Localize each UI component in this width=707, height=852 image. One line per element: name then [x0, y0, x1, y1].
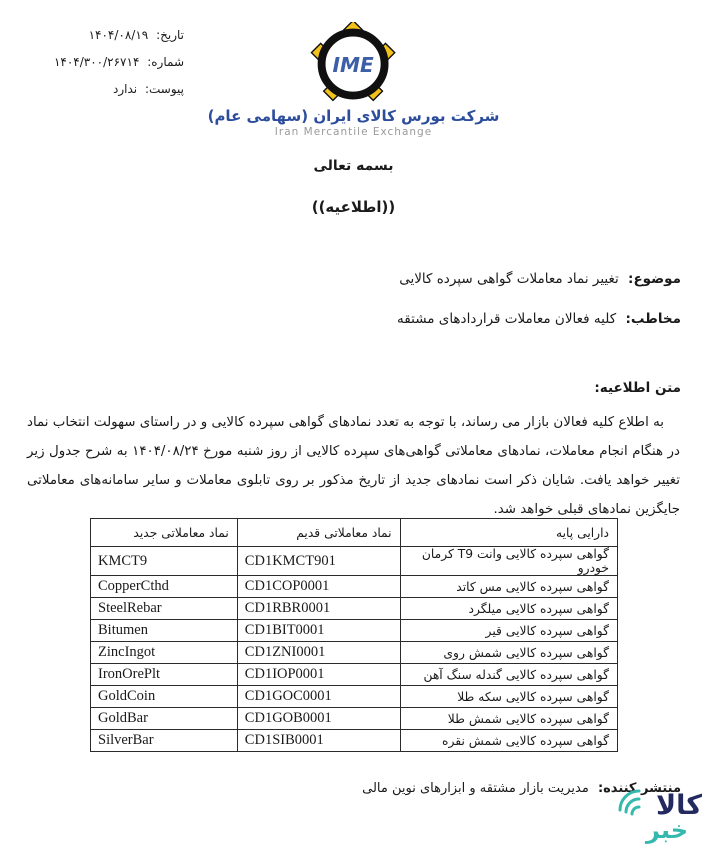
table-row — [91, 664, 618, 686]
ime-emblem-icon — [310, 22, 398, 106]
body-section-title: متن اطلاعیه: — [594, 380, 681, 396]
table-header-row — [91, 519, 618, 547]
table-row — [91, 642, 618, 664]
number-label: شماره: — [147, 55, 184, 69]
new-symbol-cell: GoldCoin — [91, 686, 238, 708]
new-symbol-cell: ZincIngot — [91, 642, 238, 664]
watermark-text-khabar: خبر — [645, 816, 688, 844]
kalakhabar-watermark — [600, 786, 704, 850]
table-row — [91, 686, 618, 708]
attachment-value: ندارد — [113, 82, 138, 96]
new-symbol-cell: KMCT9 — [91, 547, 238, 576]
number-value: ۱۴۰۴/۳۰۰/۲۶۷۱۴ — [53, 55, 140, 69]
base-asset-cell: گواهی سپرده کالایی قیر — [400, 620, 617, 642]
date-line — [22, 28, 184, 42]
base-asset-cell: گواهی سپرده کالایی وانت T9 کرمان خودرو — [400, 547, 617, 576]
audience-label: مخاطب: — [625, 311, 681, 327]
header-new-symbol: نماد معاملاتی جدید — [91, 519, 238, 547]
base-asset-cell: گواهی سپرده کالایی شمش روی — [400, 642, 617, 664]
announcement-heading: ((اطلاعیه)) — [311, 198, 396, 216]
old-symbol-cell: CD1KMCT901 — [237, 547, 400, 576]
audience-line — [397, 311, 681, 327]
date-label: تاریخ: — [156, 28, 184, 42]
table-row — [91, 598, 618, 620]
base-asset-cell: گواهی سپرده کالایی مس کاتد — [400, 576, 617, 598]
base-asset-cell: گواهی سپرده کالایی سکه طلا — [400, 686, 617, 708]
table-row — [91, 708, 618, 730]
subject-label: موضوع: — [628, 271, 681, 287]
old-symbol-cell: CD1GOC0001 — [237, 686, 400, 708]
old-symbol-cell: CD1ZNI0001 — [237, 642, 400, 664]
publisher-value: مدیریت بازار مشتقه و ابزارهای نوین مالی — [362, 781, 589, 796]
new-symbol-cell: SilverBar — [91, 730, 238, 752]
date-value: ۱۴۰۴/۰۸/۱۹ — [88, 28, 149, 42]
table-row — [91, 547, 618, 576]
new-symbol-cell: IronOrePlt — [91, 664, 238, 686]
old-symbol-cell: CD1COP0001 — [237, 576, 400, 598]
body-paragraph: به اطلاع کلیه فعالان بازار می رساند، با توجه به تعدد نمادهای گواهی سپرده کالایی و در راستای سهولت انتخاب نماد در هنگام انجام معاملات، نمادهای معاملاتی گواهی‌های سپرده کالایی از روز شنبه مورخ ۱۴۰۴/۰۸/۲۴ به شرح جدول زیر تغییر خواهد یافت. شایان ذکر است نمادهای جدید از تاریخ مذکور بر روی تابلوی معاملات و سایر سامانه‌های معاملاتی جایگزین نمادهای قبلی خواهد شد. — [27, 415, 680, 517]
ime-logo — [208, 22, 500, 138]
old-symbol-cell: CD1GOB0001 — [237, 708, 400, 730]
symbols-table — [90, 518, 618, 752]
base-asset-cell: گواهی سپرده کالایی شمش نقره — [400, 730, 617, 752]
header-base-asset: دارایی پایه — [400, 519, 617, 547]
audience-value: کلیه فعالان معاملات قراردادهای مشتقه — [397, 311, 617, 327]
old-symbol-cell: CD1BIT0001 — [237, 620, 400, 642]
header-old-symbol: نماد معاملاتی قدیم — [237, 519, 400, 547]
number-line — [22, 55, 184, 69]
old-symbol-cell: CD1RBR0001 — [237, 598, 400, 620]
publisher-label: منتشر کننده: — [597, 781, 681, 796]
base-asset-cell: گواهی سپرده کالایی شمش طلا — [400, 708, 617, 730]
table-row — [91, 576, 618, 598]
signal-arcs-icon — [608, 786, 642, 818]
new-symbol-cell: SteelRebar — [91, 598, 238, 620]
subject-value: تغییر نماد معاملات گواهی سپرده کالایی — [399, 271, 619, 287]
letterhead-meta — [22, 28, 184, 109]
org-name-fa: شرکت بورس کالای ایران (سهامی عام) — [207, 107, 500, 125]
subject-line — [399, 271, 681, 287]
watermark-text-kala: کالا — [656, 790, 702, 821]
ime-monogram: IME — [332, 52, 375, 77]
new-symbol-cell: CopperCthd — [91, 576, 238, 598]
base-asset-cell: گواهی سپرده کالایی میلگرد — [400, 598, 617, 620]
attachment-line — [22, 82, 184, 96]
basmala-heading: بسمه تعالی — [313, 158, 394, 174]
new-symbol-cell: Bitumen — [91, 620, 238, 642]
attachment-label: پیوست: — [144, 82, 184, 96]
org-name-en: Iran Mercantile Exchange — [274, 126, 433, 138]
new-symbol-cell: GoldBar — [91, 708, 238, 730]
table-row — [91, 620, 618, 642]
table-row — [91, 730, 618, 752]
base-asset-cell: گواهی سپرده کالایی گندله سنگ آهن — [400, 664, 617, 686]
old-symbol-cell: CD1IOP0001 — [237, 664, 400, 686]
old-symbol-cell: CD1SIB0001 — [237, 730, 400, 752]
